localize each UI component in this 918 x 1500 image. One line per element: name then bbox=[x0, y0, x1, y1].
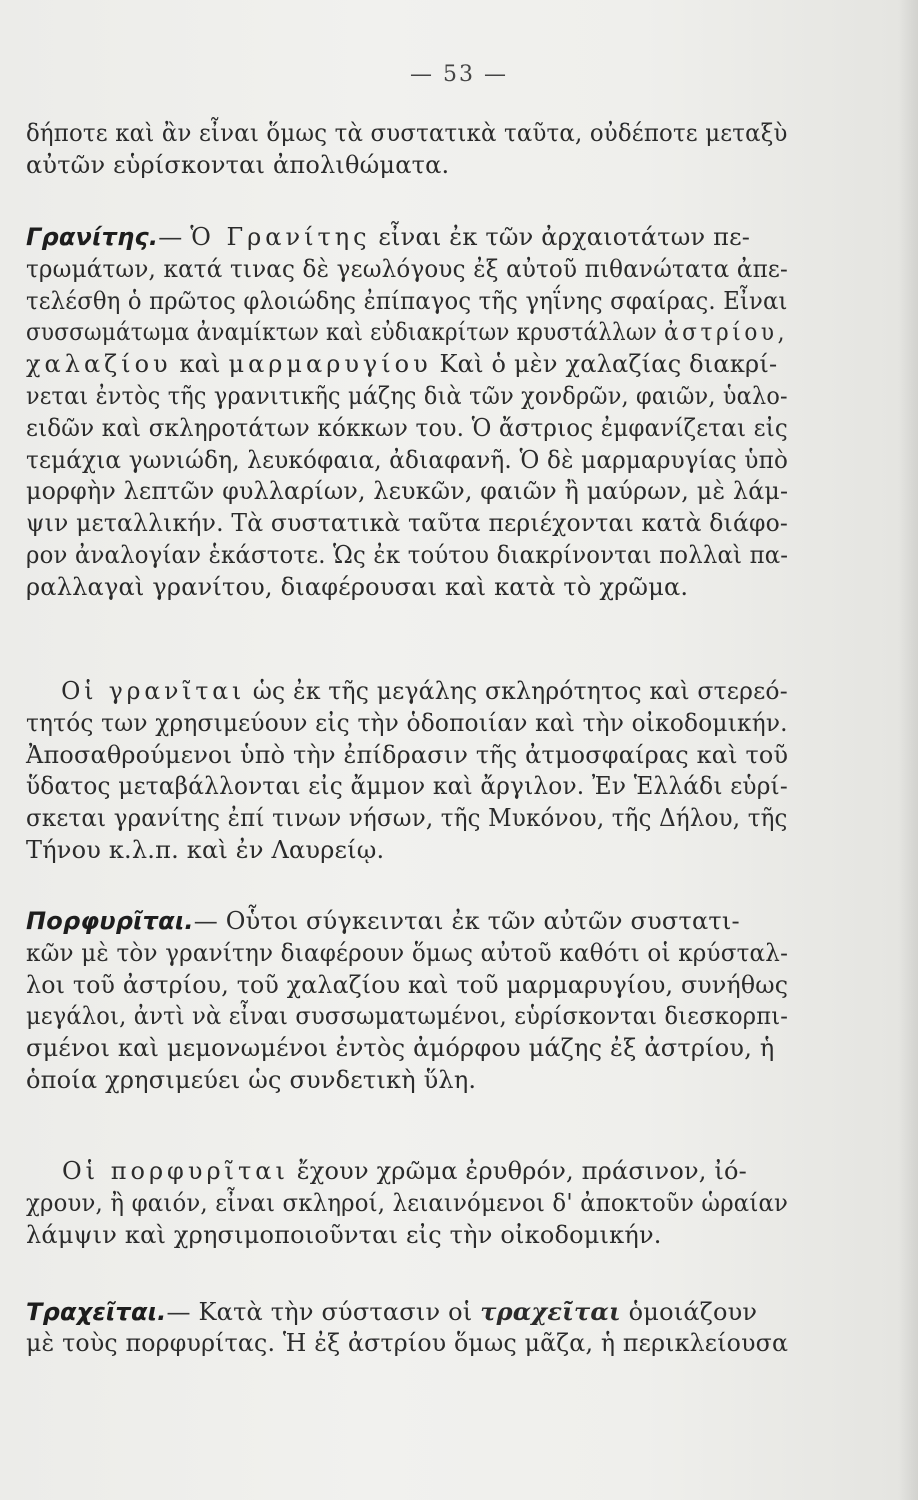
dash: — bbox=[158, 223, 191, 251]
text-line: κῶν μὲ τὸν γρανίτην διαφέρουν ὅμως αὐτοῦ καθότι οἱ κρύσταλ- bbox=[26, 938, 789, 967]
text-line: χρουν, ἢ φαιόν, εἶναι σκληροί, λειαινόμενοι δ' ἀποκτοῦν ὡραίαν bbox=[26, 1188, 789, 1217]
text-line: ειδῶν καὶ σκληροτάτων κόκκων του. Ὁ ἄστριος ἐμφανίζεται εἰς bbox=[26, 413, 788, 442]
text-line: μὲ τοὺς πορφυρίτας. Ἡ ἐξ ἀστρίου ὅμως μᾶζα, ἡ περικλείουσα bbox=[26, 1328, 789, 1357]
trachyte-section bbox=[26, 1296, 788, 1360]
text-line: ψιν μεταλλικήν. Τὰ συστατικὰ ταῦτα περιέχονται κατὰ διάφο- bbox=[26, 509, 789, 538]
text-line: τρωμάτων, κατά τινας δὲ γεωλόγους ἐξ αὐτοῦ πιθανώτατα ἀπε- bbox=[26, 254, 788, 283]
text-fragment: ἔχουν χρῶμα ἐρυθρόν, πράσινον, ἰό- bbox=[288, 1157, 747, 1185]
porphyry-section bbox=[26, 906, 788, 1097]
spaced-term: ἀστρίου, bbox=[664, 318, 789, 347]
text-line: λάμψιν καὶ χρησιμοποιοῦνται εἰς τὴν οἰκοδομικήν. bbox=[26, 1220, 662, 1249]
spaced-term: Οἱ πορφυρῖται bbox=[62, 1157, 289, 1185]
porphyry-use-paragraph bbox=[26, 1156, 788, 1251]
text-line bbox=[26, 906, 788, 938]
text-line: Τήνου κ.λ.π. καὶ ἐν Λαυρείῳ. bbox=[26, 835, 385, 864]
text-fragment: καὶ bbox=[171, 350, 229, 379]
section-heading-porphyry: Πορφυρῖται. bbox=[26, 907, 194, 935]
spaced-term: Οἱ γρανῖται bbox=[61, 677, 246, 705]
text-line: ὕδατος μεταβάλλονται εἰς ἄμμον καὶ ἄργιλον. Ἐν Ἑλλάδι εὑρί- bbox=[26, 772, 788, 801]
text-line: τητός των χρησιμεύουν εἰς τὴν ὁδοποιίαν καὶ τὴν οἰκοδομικήν. bbox=[26, 708, 788, 737]
spaced-term: μαρμαρυγίου bbox=[228, 350, 432, 379]
text-line: αὐτῶν εὑρίσκονται ἀπολιθώματα. bbox=[26, 150, 450, 179]
text-line: δήποτε καὶ ἂν εἶναι ὅμως τὰ συστατικὰ ταῦτα, οὐδέποτε μεταξὺ bbox=[26, 119, 788, 147]
intro-paragraph bbox=[26, 118, 788, 182]
page-number: — 53 — bbox=[410, 62, 508, 87]
text-fragment: ὡς ἐκ τῆς μεγάλης σκληρότητος καὶ στερεό- bbox=[245, 677, 788, 705]
text-fragment: συσσωμάτωμα ἀναμίκτων καὶ εὐδιακρίτων κρυστάλλων bbox=[26, 318, 657, 347]
page-edge-shadow bbox=[898, 0, 918, 1500]
text-line: λοι τοῦ ἀστρίου, τοῦ χαλαζίου καὶ τοῦ μαρμαρυγίου, συνήθως bbox=[26, 970, 789, 999]
dash: — bbox=[166, 1298, 199, 1326]
bold-term: τραχεῖται bbox=[480, 1297, 621, 1326]
text-line: ὁποία χρησιμεύει ὡς συνδετικὴ ὕλη. bbox=[26, 1065, 477, 1094]
text-line: Ἀποσαθρούμενοι ὑπὸ τὴν ἐπίδρασιν τῆς ἀτμοσφαίρας καὶ τοῦ bbox=[26, 740, 789, 769]
text-line bbox=[26, 222, 788, 254]
text-line: τεμάχια γωνιώδη, λευκόφαια, ἀδιαφανῆ. Ὁ δὲ μαρμαρυγίας ὑπὸ bbox=[26, 445, 789, 474]
text-line: νεται ἐντὸς τῆς γρανιτικῆς μάζης διὰ τῶν χονδρῶν, φαιῶν, ὑαλο- bbox=[26, 381, 788, 410]
text-fragment: Οὗτοι σύγκεινται ἐκ τῶν αὐτῶν συστατι- bbox=[225, 907, 740, 935]
spaced-term: χαλαζίου bbox=[26, 350, 172, 379]
text-line: τελέσθη ὁ πρῶτος φλοιώδης ἐπίπαγος τῆς γηΐνης σφαίρας. Εἶναι bbox=[26, 286, 788, 315]
text-line: σμένοι καὶ μεμονωμένοι ἐντὸς ἀμόρφου μάζης ἐξ ἀστρίου, ἡ bbox=[26, 1034, 775, 1063]
text-line: ρον ἀναλογίαν ἑκάστοτε. Ὡς ἐκ τούτου διακρίνονται πολλαὶ πα- bbox=[26, 540, 789, 569]
text-line: μορφὴν λεπτῶν φυλλαρίων, λευκῶν, φαιῶν ἢ μαύρων, μὲ λάμ- bbox=[26, 477, 789, 506]
section-heading-granite: Γρανίτης. bbox=[26, 223, 159, 251]
text-fragment: Κατὰ τὴν σύστασιν οἱ bbox=[198, 1298, 481, 1326]
spaced-term: Ὁ Γρανίτης bbox=[190, 223, 371, 251]
text-line: μεγάλοι, ἀντὶ νὰ εἶναι συσσωματωμένοι, εὑρίσκονται διεσκορπι- bbox=[26, 1002, 789, 1031]
text-fragment: εἶναι ἐκ τῶν ἀρχαιοτάτων πε- bbox=[370, 223, 751, 251]
dash: — bbox=[193, 907, 226, 935]
granite-section bbox=[26, 222, 788, 604]
text-fragment: ὁμοιάζουν bbox=[620, 1298, 758, 1326]
granites-use-paragraph bbox=[26, 676, 788, 867]
text-line bbox=[26, 1296, 788, 1328]
section-heading-trachyte: Τραχεῖται. bbox=[26, 1298, 167, 1326]
text-line: σκεται γρανίτης ἐπί τινων νήσων, τῆς Μυκόνου, τῆς Δήλου, τῆς bbox=[26, 804, 788, 833]
text-line bbox=[26, 349, 788, 381]
text-line bbox=[26, 676, 788, 708]
text-line bbox=[26, 317, 789, 349]
text-line bbox=[26, 1156, 788, 1188]
text-line: ραλλαγαὶ γρανίτου, διαφέρουσαι καὶ κατὰ τὸ χρῶμα. bbox=[26, 572, 689, 601]
text-fragment: Καὶ ὁ μὲν χαλαζίας διακρί- bbox=[431, 350, 778, 379]
